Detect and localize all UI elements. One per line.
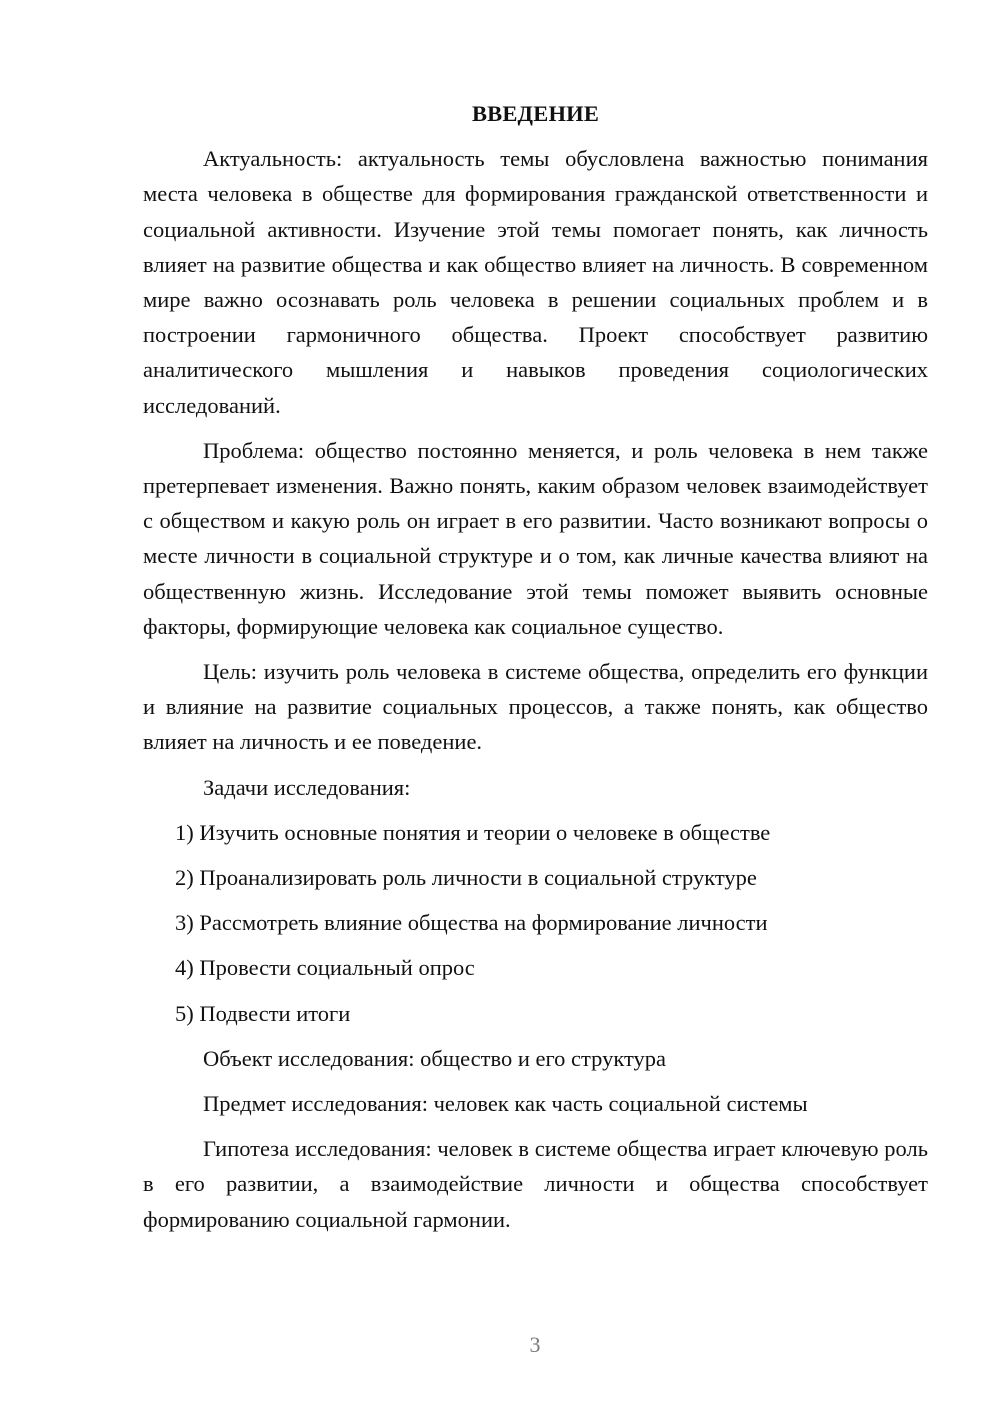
research-object: Объект исследования: общество и его структура — [203, 1045, 666, 1071]
hypothesis-paragraph: Гипотеза исследования: человек в системе общества играет ключевую роль в его развитии, а взаимодействие личности и общества способствует формированию социальной гармонии. — [143, 1136, 928, 1232]
list-item: 3) Рассмотреть влияние общества на формирование личности — [175, 910, 768, 936]
relevance-paragraph: Актуальность: актуальность темы обусловлена важностью понимания места человека в обществе для формирования гражданской ответственности и социальной активности. Изучение этой темы помогает понять, как личность влияет на развитие общества и как общество влияет на личность. В современном мире важно осознавать роль человека в решении социальных проблем и в построении гармоничного общества. Проект способствует развитию аналитического мышления и навыков проведения социологических исследований. — [143, 146, 928, 418]
tasks-heading: Задачи исследования: — [203, 774, 411, 800]
page-number: 3 — [529, 1332, 541, 1357]
list-item: 5) Подвести итоги — [175, 1000, 351, 1026]
list-item: 2) Проанализировать роль личности в социальной структуре — [175, 865, 757, 891]
list-item: 4) Провести социальный опрос — [175, 955, 475, 981]
research-subject: Предмет исследования: человек как часть социальной системы — [203, 1091, 808, 1117]
tasks-list — [143, 815, 928, 1031]
goal-paragraph: Цель: изучить роль человека в системе общества, определить его функции и влияние на развитие социальных процессов, а также понять, как общество влияет на личность и ее поведение. — [143, 659, 928, 755]
page-content — [143, 96, 928, 1247]
page-title: ВВЕДЕНИЕ — [471, 101, 600, 126]
problem-paragraph: Проблема: общество постоянно меняется, и роль человека в нем также претерпевает изменения. Важно понять, каким образом человек взаимодействует с обществом и какую роль он играет в его развитии. Часто возникают вопросы о месте личности в социальной структуре и о том, как личные качества влияют на общественную жизнь. Исследование этой темы поможет выявить основные факторы, формирующие человека как социальное существо. — [143, 437, 928, 639]
list-item: 1) Изучить основные понятия и теории о человеке в обществе — [175, 819, 771, 845]
